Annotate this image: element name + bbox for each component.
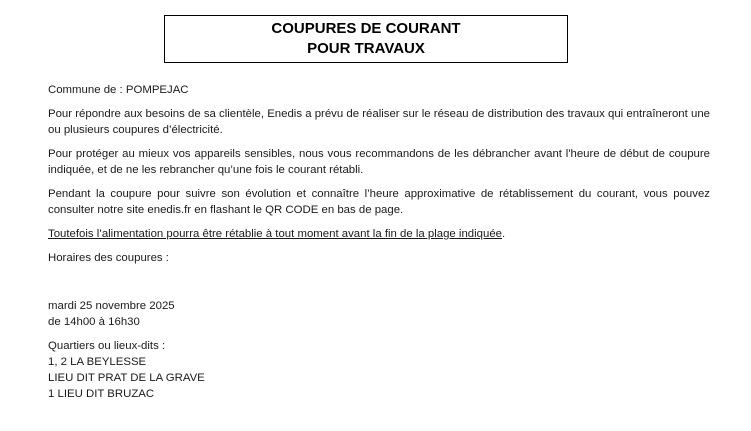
horaires-label: Horaires des coupures : [48, 252, 169, 264]
schedule-block [48, 298, 710, 330]
paragraph-needs: Pour répondre aux besoins de sa clientèle, Enedis a prévu de réaliser sur le réseau de distribution des travaux qui entraîneront une ou plusieurs coupures d’électricité. [48, 108, 710, 136]
place-item: LIEU DIT PRAT DE LA GRAVE [48, 372, 205, 384]
notice-paragraph [48, 226, 710, 242]
commune-line: Commune de : POMPEJAC [48, 84, 189, 96]
schedule-time: de 14h00 à 16h30 [48, 316, 140, 328]
title-line-1: COUPURES DE COURANT [271, 20, 461, 37]
notice-body [48, 82, 710, 402]
title-line-2: POUR TRAVAUX [307, 40, 425, 57]
paragraph-protect: Pour protéger au mieux vos appareils sensibles, nous vous recommandons de les débrancher avant l'heure de début de coupure indiquée, et de ne les rebrancher qu’une fois le courant rétabli. [48, 148, 710, 176]
spacer [48, 330, 710, 338]
underlined-notice: Toutefois l’alimentation pourra être rétablie à tout moment avant la fin de la plage indiquée [48, 228, 503, 240]
places-block [48, 338, 710, 402]
place-item: 1, 2 LA BEYLESSE [48, 356, 147, 368]
schedule-date: mardi 25 novembre 2025 [48, 300, 175, 312]
places-label: Quartiers ou lieux-dits : [48, 340, 166, 352]
paragraph-follow: Pendant la coupure pour suivre son évolution et connaître l’heure approximative de rétablissement du courant, vous pouvez consulter notre site enedis.fr en flashant le QR CODE en bas de page. [48, 188, 710, 216]
place-item: 1 LIEU DIT BRUZAC [48, 388, 155, 400]
spacer [48, 274, 710, 298]
notice-period: . [502, 228, 506, 240]
notice-title-box [164, 15, 568, 63]
